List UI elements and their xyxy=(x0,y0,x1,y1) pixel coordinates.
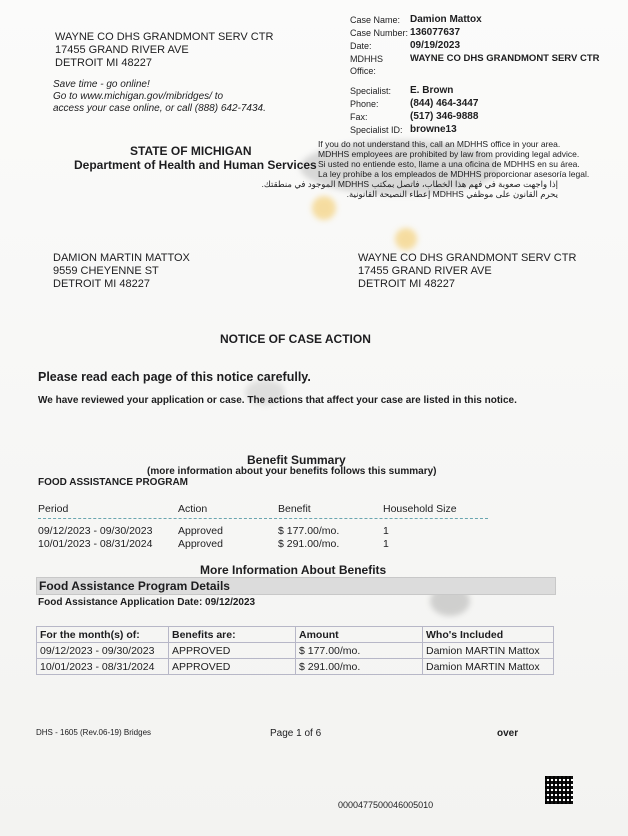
application-date: Food Assistance Application Date: 09/12/2023 xyxy=(38,597,256,608)
fax-label: Fax: xyxy=(350,112,368,122)
notice-english-1: If you do not understand this, call an MDHHS office in your area. xyxy=(318,139,561,149)
return-office-city: DETROIT MI 48227 xyxy=(358,278,455,290)
table-row xyxy=(38,525,488,538)
summary-action: Approved xyxy=(178,525,223,537)
case-date-value: 09/19/2023 xyxy=(410,40,461,51)
page-number: Page 1 of 6 xyxy=(270,728,322,739)
office-label: MDHHS Office: xyxy=(350,54,383,76)
details-amount: $ 177.00/mo. xyxy=(296,643,423,659)
summary-header-action: Action xyxy=(178,503,208,515)
notice-title: NOTICE OF CASE ACTION xyxy=(220,332,371,346)
language-notice xyxy=(261,139,590,199)
fax-value: (517) 346-9888 xyxy=(410,111,479,122)
summary-subtitle: (more information about your benefits follows this summary) xyxy=(147,466,437,477)
reviewed-statement: We have reviewed your application or case. The actions that affect your case are listed in this notice. xyxy=(38,395,517,406)
table-row xyxy=(38,538,488,551)
stain-mark xyxy=(312,196,336,220)
read-instruction: Please read each page of this notice carefully. xyxy=(38,370,311,384)
office-value: WAYNE CO DHS GRANDMONT SERV CTR xyxy=(410,53,600,64)
state-heading: STATE OF MICHIGAN xyxy=(130,144,252,158)
section-title: Food Assistance Program Details xyxy=(39,579,230,593)
details-status: APPROVED xyxy=(169,659,296,675)
summary-action: Approved xyxy=(178,538,223,550)
case-date-label: Date: xyxy=(350,41,372,51)
recipient-name: DAMION MARTIN MATTOX xyxy=(53,252,190,264)
summary-benefit: $ 177.00/mo. xyxy=(278,525,340,537)
details-months: 09/12/2023 - 09/30/2023 xyxy=(37,643,169,659)
summary-household: 1 xyxy=(383,538,389,550)
recipient-street: 9559 CHEYENNE ST xyxy=(53,265,159,277)
specialist-id-label: Specialist ID: xyxy=(350,125,403,135)
case-info xyxy=(350,14,610,136)
specialist-label: Specialist: xyxy=(350,86,392,96)
sender-office: WAYNE CO DHS GRANDMONT SERV CTR xyxy=(55,31,274,43)
benefit-details-table xyxy=(36,626,554,675)
sender-street: 17455 GRAND RIVER AVE xyxy=(55,44,189,56)
details-header-benefits: Benefits are: xyxy=(169,627,296,643)
recipient-city: DETROIT MI 48227 xyxy=(53,278,150,290)
barcode-number: 0000477500046005010 xyxy=(338,800,434,810)
phone-value: (844) 464-3447 xyxy=(410,98,479,109)
online-line-3: access your case online, or call (888) 642-7434. xyxy=(53,103,266,114)
case-number-label: Case Number: xyxy=(350,28,409,38)
details-included: Damion MARTIN Mattox xyxy=(423,659,554,675)
recipient-address xyxy=(53,252,190,291)
benefit-summary-table xyxy=(38,503,488,551)
details-header-amount: Amount xyxy=(296,627,423,643)
online-notice xyxy=(53,79,266,115)
details-included: Damion MARTIN Mattox xyxy=(423,643,554,659)
case-name-label: Case Name: xyxy=(350,15,401,25)
program-name: FOOD ASSISTANCE PROGRAM xyxy=(38,477,189,488)
details-amount: $ 291.00/mo. xyxy=(296,659,423,675)
specialist-grid xyxy=(350,85,610,136)
online-line-1: Save time - go online! xyxy=(53,79,150,90)
sender-address xyxy=(55,31,273,70)
notice-arabic-2: يحرم القانون على موظفي MDHHS إعطاء النصيحة القانونية. xyxy=(346,189,558,199)
notice-spanish-2: La ley prohíbe a los empleados de MDHHS proporcionar asesoría legal. xyxy=(318,169,590,179)
summary-benefit: $ 291.00/mo. xyxy=(278,538,340,550)
qr-code-icon xyxy=(545,776,573,804)
return-office-address xyxy=(358,252,576,291)
return-office-name: WAYNE CO DHS GRANDMONT SERV CTR xyxy=(358,252,577,264)
department-heading: Department of Health and Human Services xyxy=(74,158,317,172)
summary-period: 10/01/2023 - 08/31/2024 xyxy=(38,538,153,550)
stain-mark xyxy=(395,228,417,250)
online-line-2: Go to www.michigan.gov/mibridges/ to xyxy=(53,91,224,102)
specialist-id-value: browne13 xyxy=(410,124,457,135)
more-info-title: More Information About Benefits xyxy=(200,563,387,577)
table-row xyxy=(37,643,554,659)
details-status: APPROVED xyxy=(169,643,296,659)
phone-label: Phone: xyxy=(350,99,379,109)
summary-header-period: Period xyxy=(38,503,69,515)
case-name-value: Damion Mattox xyxy=(410,14,482,25)
over-label: over xyxy=(497,728,519,739)
summary-household: 1 xyxy=(383,525,389,537)
details-header-row xyxy=(37,627,554,643)
notice-spanish-1: Si usted no entiende esto, llame a una oficina de MDHHS en su área. xyxy=(318,159,580,169)
summary-header-household: Household Size xyxy=(383,503,457,515)
details-header-included: Who's Included xyxy=(423,627,554,643)
return-office-street: 17455 GRAND RIVER AVE xyxy=(358,265,492,277)
summary-header-benefit: Benefit xyxy=(278,503,311,515)
summary-period: 09/12/2023 - 09/30/2023 xyxy=(38,525,153,537)
summary-title: Benefit Summary xyxy=(247,453,346,467)
details-header-months: For the month(s) of: xyxy=(37,627,169,643)
specialist-value: E. Brown xyxy=(410,85,454,96)
case-number-value: 136077637 xyxy=(410,27,461,38)
notice-arabic-1: إذا واجهت صعوبة في فهم هذا الخطاب، فاتصل بمكتب MDHHS الموجود في منطقتك. xyxy=(261,179,558,189)
details-months: 10/01/2023 - 08/31/2024 xyxy=(37,659,169,675)
summary-header-row xyxy=(38,503,488,519)
notice-english-2: MDHHS employees are prohibited by law from providing legal advice. xyxy=(318,149,580,159)
case-grid xyxy=(350,14,610,77)
table-row xyxy=(37,659,554,675)
sender-city: DETROIT MI 48227 xyxy=(55,57,152,69)
form-number: DHS - 1605 (Rev.06-19) Bridges xyxy=(36,728,152,737)
section-bar xyxy=(36,577,556,595)
